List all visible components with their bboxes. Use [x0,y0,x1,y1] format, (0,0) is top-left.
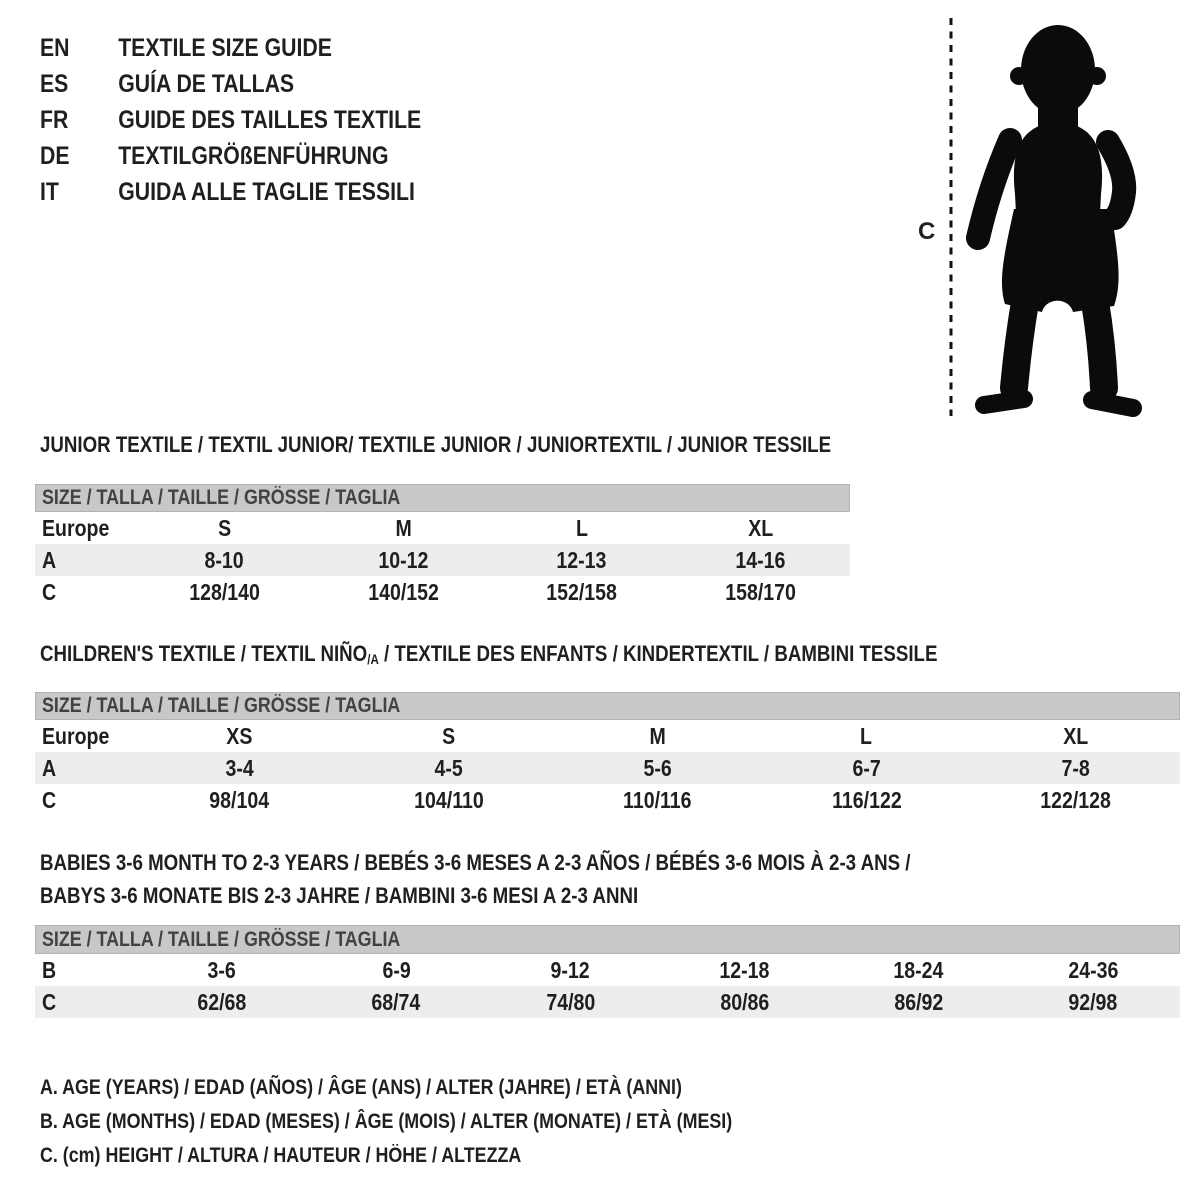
row-label: C [42,988,57,1015]
size-cell: 7-8 [1061,754,1090,781]
size-cell: 9-12 [550,956,590,983]
language-title: GUÍA DE TALLAS [118,70,295,98]
size-cell: 104/110 [413,786,484,813]
size-cell: XL [1063,722,1088,749]
size-cell: 122/128 [1040,786,1111,813]
size-cell: 8-10 [204,546,244,573]
language-title: GUIDE DES TAILLES TEXTILE [118,106,422,134]
legend-line-a: A. AGE (YEARS) / EDAD (AÑOS) / ÂGE (ANS) / ALTER (JAHRE) / ETÀ (ANNI) [40,1076,682,1099]
size-header-text: SIZE / TALLA / TAILLE / GRÖSSE / TAGLIA [42,694,401,717]
size-cell: 12-13 [556,546,607,573]
title-main: CHILDREN'S TEXTILE / TEXTIL NIÑO [40,641,368,666]
junior-size-table [35,484,850,608]
legend-line-c: C. (cm) HEIGHT / ALTURA / HAUTEUR / HÖHE / ALTEZZA [40,1144,522,1167]
title-rest: / TEXTILE DES ENFANTS / KINDERTEXTIL / BAMBINI TESSILE [378,641,938,666]
size-cell: 86/92 [894,988,944,1015]
language-row-en [40,30,421,66]
babies-section-title [40,851,1064,908]
size-cell: 3-6 [207,956,237,983]
children-size-table [35,692,1180,816]
language-title: TEXTILE SIZE GUIDE [118,34,332,62]
row-label: C [42,578,57,605]
legend-line-b: B. AGE (MONTHS) / EDAD (MESES) / ÂGE (MOIS) / ALTER (MONATE) / ETÀ (MESI) [40,1110,733,1133]
language-code: FR [40,106,69,134]
row-label: A [42,754,57,781]
language-row-de [40,138,421,174]
size-header-text: SIZE / TALLA / TAILLE / GRÖSSE / TAGLIA [42,928,401,951]
title-text: JUNIOR TEXTILE / TEXTIL JUNIOR/ TEXTILE JUNIOR / JUNIORTEXTIL / JUNIOR TESSILE [40,432,832,457]
size-cell: 140/152 [367,578,439,605]
title-text [40,642,937,669]
language-code: ES [40,70,69,98]
size-cell: S [217,514,231,541]
size-cell: 12-18 [719,956,770,983]
size-row-a [35,752,1180,784]
row-label: C [42,786,57,813]
size-row-c [35,784,1180,816]
size-cell: XL [748,514,774,541]
size-cell: XS [226,722,253,749]
row-label: Europe [42,514,110,541]
size-cell: 5-6 [643,754,672,781]
row-label: B [42,956,57,983]
size-header-text: SIZE / TALLA / TAILLE / GRÖSSE / TAGLIA [42,486,401,509]
size-cell: M [649,722,666,749]
measurement-legend [40,1071,854,1173]
size-cell: L [575,514,588,541]
height-measure-figure [918,12,1164,424]
junior-section-title [40,433,971,457]
size-cell: 74/80 [545,988,595,1015]
language-row-it [40,174,421,210]
size-row-c [35,986,1180,1018]
size-header-bar [35,484,850,512]
title-subscript: /A [367,652,379,667]
size-cell: L [860,722,873,749]
language-code: DE [40,142,70,170]
size-row-c [35,576,850,608]
size-cell: 152/158 [546,578,618,605]
size-cell: 98/104 [209,786,270,813]
size-cell: 92/98 [1068,988,1118,1015]
size-row-a [35,544,850,576]
size-cell: 110/116 [623,786,692,813]
row-label: Europe [42,722,110,749]
language-title: TEXTILGRÖßENFÜHRUNG [118,142,389,170]
size-cell: M [394,514,412,541]
language-row-fr [40,102,421,138]
size-cell: 6-7 [852,754,881,781]
row-label: A [42,546,57,573]
size-cell: 62/68 [197,988,247,1015]
size-cell: 80/86 [720,988,770,1015]
children-section-title [40,642,1096,669]
size-cell: 6-9 [382,956,411,983]
language-code: IT [40,178,59,206]
size-cell: 116/122 [831,786,902,813]
size-cell: S [441,722,456,749]
language-row-es [40,66,421,102]
size-cell: 158/170 [725,578,796,605]
size-cell: 18-24 [893,956,944,983]
language-title: GUIDA ALLE TAGLIE TESSILI [118,178,415,206]
size-cell: 10-12 [378,546,429,573]
size-header-bar [35,692,1180,720]
language-title-list [40,30,489,210]
title-text-line1: BABIES 3-6 MONTH TO 2-3 YEARS / BEBÉS 3-6 MESES A 2-3 AÑOS / BÉBÉS 3-6 MOIS À 2-3 ANS / [40,850,911,875]
size-cell: 4-5 [434,754,463,781]
language-code: EN [40,34,70,62]
height-measure-label: C [918,218,936,245]
size-row-europe [35,720,1180,752]
size-cell: 24-36 [1067,956,1118,983]
title-text-line2: BABYS 3-6 MONATE BIS 2-3 JAHRE / BAMBINI 3-6 MESI A 2-3 ANNI [40,883,639,908]
size-cell: 128/140 [189,578,260,605]
babies-size-table [35,925,1180,1018]
size-cell: 3-4 [225,754,254,781]
size-header-bar [35,925,1180,954]
size-cell: 68/74 [371,988,421,1015]
size-row-europe [35,512,850,544]
size-row-b [35,954,1180,986]
size-cell: 14-16 [735,546,786,573]
toddler-silhouette-icon [930,14,1158,420]
